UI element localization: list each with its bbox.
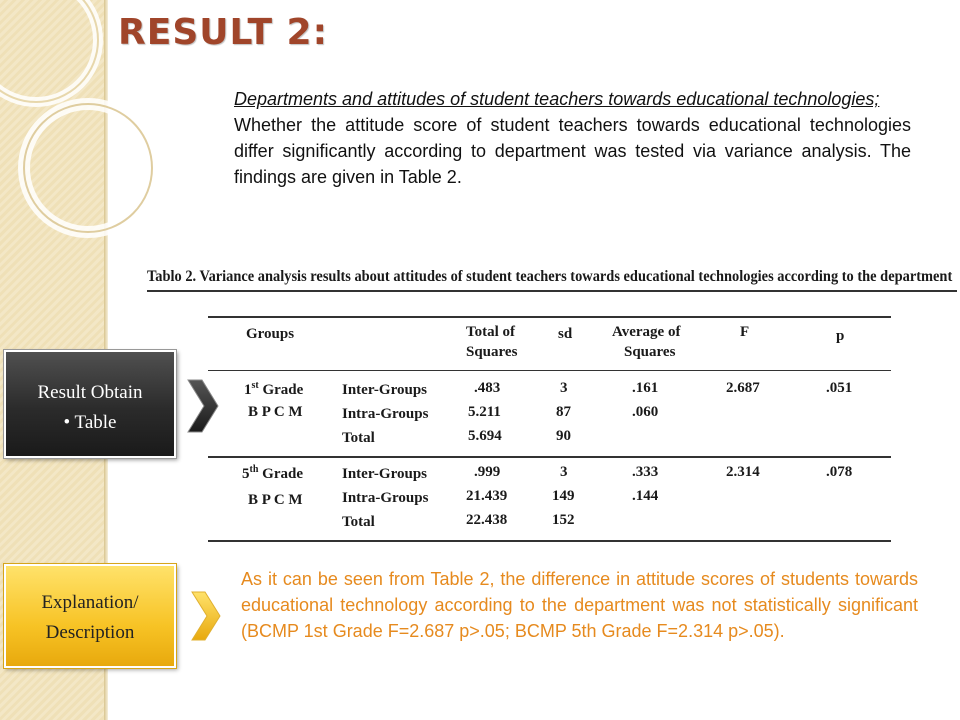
explanation-description-box (4, 564, 176, 668)
block-rule (208, 456, 891, 458)
source-cell: Intra-Groups (342, 490, 429, 506)
f-value-cell: 2.687 (726, 380, 760, 396)
explanation-box-line2: Description (45, 622, 135, 643)
intro-paragraph: Whether the attitude score of student teachers towards educational technologies differ significantly according to department was tested via variance analysis. The findings are given in Table 2. (234, 115, 911, 187)
total-squares-cell: 22.438 (466, 512, 508, 528)
total-squares-cell: .999 (474, 464, 501, 480)
average-squares-cell: .060 (632, 404, 659, 420)
total-squares-cell: 21.439 (466, 488, 508, 504)
p-value-cell: .051 (826, 380, 853, 396)
explanation-box-line1: Explanation/ (41, 592, 139, 613)
group-number: 5 (242, 466, 250, 482)
f-value-cell: 2.314 (726, 464, 760, 480)
source-cell: Total (342, 430, 375, 446)
total-squares-cell: .483 (474, 380, 501, 396)
sd-cell: 87 (556, 404, 571, 420)
intro-text-block (234, 86, 911, 190)
result-obtain-box (4, 350, 176, 458)
sd-cell: 90 (556, 428, 571, 444)
chevron-right-icon (186, 378, 220, 434)
sd-cell: 149 (552, 488, 575, 504)
group-label-1st-grade (244, 380, 303, 399)
chevron-right-icon (190, 590, 222, 642)
source-cell: Intra-Groups (342, 406, 429, 422)
total-squares-cell: 5.211 (468, 404, 501, 420)
caption-underline (147, 290, 957, 292)
group-dept-2: B P C M (248, 492, 303, 508)
sd-cell: 152 (552, 512, 575, 528)
group-number: 1 (244, 382, 252, 398)
header-total-squares-2: Squares (466, 344, 518, 360)
slide-title: RESULT 2: (118, 12, 328, 53)
total-squares-cell: 5.694 (468, 428, 502, 444)
header-p: p (836, 328, 845, 344)
group-superscript: th (249, 464, 259, 475)
table-bottom-rule (208, 540, 891, 542)
table-top-rule (208, 316, 891, 318)
variance-table (208, 316, 891, 542)
p-value-cell: .078 (826, 464, 853, 480)
average-squares-cell: .161 (632, 380, 659, 396)
result-box-line2: • Table (63, 412, 117, 433)
header-average-squares-2: Squares (624, 344, 676, 360)
average-squares-cell: .144 (632, 488, 659, 504)
source-cell: Total (342, 514, 375, 530)
average-squares-cell: .333 (632, 464, 659, 480)
group-grade-word: Grade (258, 382, 304, 398)
group-label-5th-grade (242, 464, 303, 483)
intro-subheading: Departments and attitudes of student teachers towards educational technologies; (234, 89, 880, 109)
explanation-text: As it can be seen from Table 2, the difference in attitude scores of students towards educational technology according to the department was not statistically significant (BCMP 1st Grade F=2.687 p>.05; BCMP 5th Grade F=2.314 p>.05). (241, 569, 918, 641)
source-cell: Inter-Groups (342, 466, 428, 482)
header-f: F (740, 324, 750, 340)
result-box-line1: Result Obtain (37, 382, 143, 403)
group-superscript: st (251, 380, 259, 391)
header-average-squares-1: Average of (612, 324, 681, 340)
table-caption: Tablo 2. Variance analysis results about attitudes of student teachers towards educational technologies according to the department (147, 268, 953, 285)
source-cell: Inter-Groups (342, 382, 428, 398)
header-rule (208, 370, 891, 371)
sd-cell: 3 (560, 380, 568, 396)
header-groups: Groups (246, 326, 295, 342)
group-dept-1: B P C M (248, 404, 303, 420)
sd-cell: 3 (560, 464, 568, 480)
group-grade-word: Grade (258, 466, 303, 482)
header-total-squares-1: Total of (466, 324, 516, 340)
header-sd: sd (558, 326, 573, 342)
